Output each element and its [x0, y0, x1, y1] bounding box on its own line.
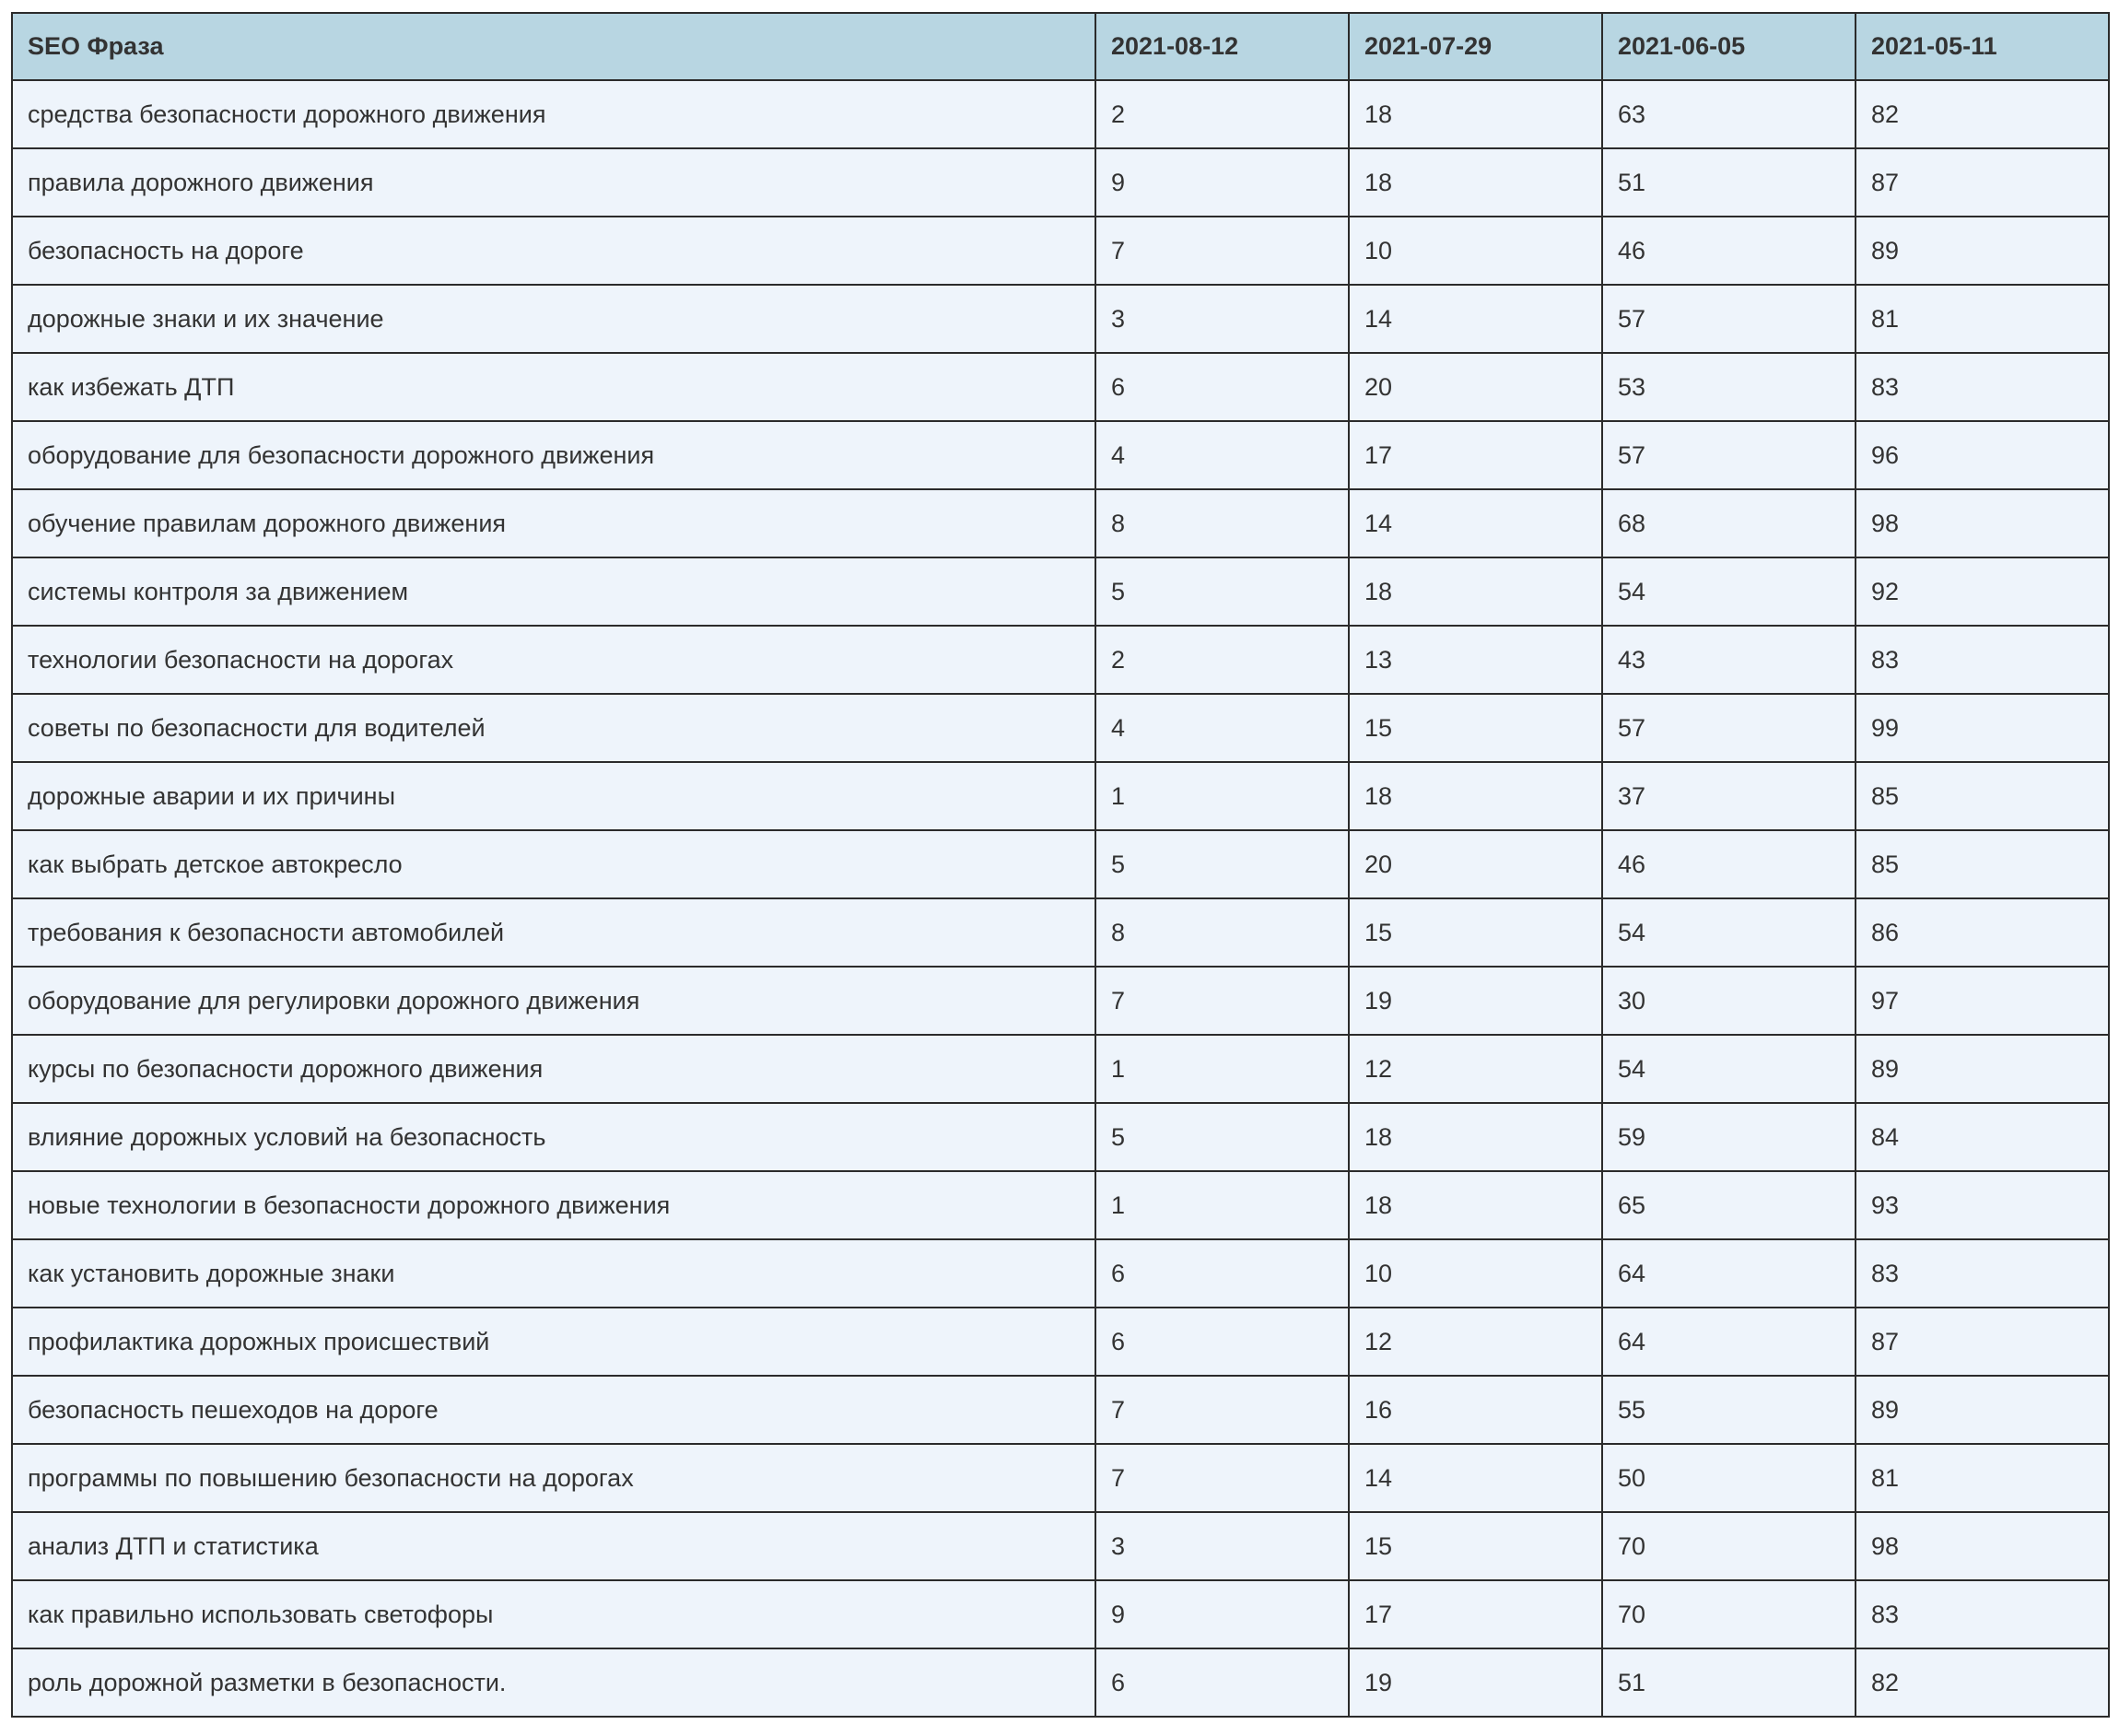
cell-date-3: 57 [1602, 285, 1856, 353]
cell-date-3: 54 [1602, 898, 1856, 967]
cell-phrase: советы по безопасности для водителей [12, 694, 1095, 762]
column-header-phrase[interactable]: SEO Фраза [12, 13, 1095, 80]
cell-date-4: 83 [1856, 1239, 2109, 1308]
cell-phrase: как избежать ДТП [12, 353, 1095, 421]
cell-date-4: 81 [1856, 1444, 2109, 1512]
cell-phrase: требования к безопасности автомобилей [12, 898, 1095, 967]
cell-phrase: роль дорожной разметки в безопасности. [12, 1648, 1095, 1717]
cell-date-2: 17 [1349, 1580, 1602, 1648]
table-row [12, 1171, 2109, 1239]
cell-date-4: 96 [1856, 421, 2109, 489]
cell-date-2: 19 [1349, 967, 1602, 1035]
cell-phrase: дорожные аварии и их причины [12, 762, 1095, 830]
cell-date-2: 15 [1349, 898, 1602, 967]
cell-phrase: дорожные знаки и их значение [12, 285, 1095, 353]
table-row [12, 1239, 2109, 1308]
cell-date-4: 83 [1856, 1580, 2109, 1648]
cell-date-1: 1 [1095, 1171, 1349, 1239]
cell-date-2: 18 [1349, 80, 1602, 148]
cell-phrase: системы контроля за движением [12, 557, 1095, 626]
cell-date-3: 46 [1602, 830, 1856, 898]
table-row [12, 1308, 2109, 1376]
cell-phrase: профилактика дорожных происшествий [12, 1308, 1095, 1376]
cell-date-1: 6 [1095, 353, 1349, 421]
table-row [12, 1444, 2109, 1512]
cell-date-3: 63 [1602, 80, 1856, 148]
cell-date-3: 59 [1602, 1103, 1856, 1171]
table-row [12, 1580, 2109, 1648]
cell-phrase: влияние дорожных условий на безопасность [12, 1103, 1095, 1171]
cell-date-4: 84 [1856, 1103, 2109, 1171]
cell-phrase: оборудование для регулировки дорожного движения [12, 967, 1095, 1035]
cell-date-4: 87 [1856, 148, 2109, 217]
cell-date-2: 20 [1349, 830, 1602, 898]
cell-date-1: 8 [1095, 898, 1349, 967]
table-row [12, 217, 2109, 285]
cell-date-2: 14 [1349, 1444, 1602, 1512]
cell-phrase: как правильно использовать светофоры [12, 1580, 1095, 1648]
cell-date-3: 50 [1602, 1444, 1856, 1512]
cell-date-3: 57 [1602, 694, 1856, 762]
column-header-date-4[interactable]: 2021-05-11 [1856, 13, 2109, 80]
cell-date-3: 64 [1602, 1308, 1856, 1376]
cell-date-2: 18 [1349, 1171, 1602, 1239]
cell-phrase: анализ ДТП и статистика [12, 1512, 1095, 1580]
seo-positions-table [11, 12, 2110, 1718]
table-header-row [12, 13, 2109, 80]
cell-date-1: 6 [1095, 1308, 1349, 1376]
cell-date-3: 51 [1602, 148, 1856, 217]
cell-date-4: 85 [1856, 830, 2109, 898]
cell-date-2: 14 [1349, 489, 1602, 557]
cell-date-4: 92 [1856, 557, 2109, 626]
cell-date-2: 18 [1349, 148, 1602, 217]
cell-date-3: 43 [1602, 626, 1856, 694]
table-row [12, 1103, 2109, 1171]
cell-date-2: 10 [1349, 217, 1602, 285]
cell-date-3: 55 [1602, 1376, 1856, 1444]
cell-date-3: 51 [1602, 1648, 1856, 1717]
column-header-date-3[interactable]: 2021-06-05 [1602, 13, 1856, 80]
cell-date-3: 65 [1602, 1171, 1856, 1239]
cell-date-2: 16 [1349, 1376, 1602, 1444]
cell-date-4: 97 [1856, 967, 2109, 1035]
table-row [12, 80, 2109, 148]
table-row [12, 898, 2109, 967]
cell-phrase: программы по повышению безопасности на дорогах [12, 1444, 1095, 1512]
cell-date-3: 64 [1602, 1239, 1856, 1308]
cell-date-1: 7 [1095, 967, 1349, 1035]
cell-date-1: 6 [1095, 1239, 1349, 1308]
table-row [12, 762, 2109, 830]
cell-date-3: 70 [1602, 1512, 1856, 1580]
cell-phrase: правила дорожного движения [12, 148, 1095, 217]
cell-date-2: 12 [1349, 1035, 1602, 1103]
cell-date-1: 5 [1095, 830, 1349, 898]
cell-date-1: 3 [1095, 285, 1349, 353]
cell-date-2: 13 [1349, 626, 1602, 694]
cell-date-4: 81 [1856, 285, 2109, 353]
cell-date-3: 68 [1602, 489, 1856, 557]
cell-date-2: 12 [1349, 1308, 1602, 1376]
cell-date-1: 3 [1095, 1512, 1349, 1580]
cell-date-4: 89 [1856, 1035, 2109, 1103]
cell-date-2: 15 [1349, 694, 1602, 762]
cell-phrase: новые технологии в безопасности дорожного движения [12, 1171, 1095, 1239]
cell-date-2: 15 [1349, 1512, 1602, 1580]
table-row [12, 830, 2109, 898]
seo-table-container [11, 12, 2108, 1718]
cell-date-3: 53 [1602, 353, 1856, 421]
cell-date-1: 9 [1095, 1580, 1349, 1648]
cell-date-3: 70 [1602, 1580, 1856, 1648]
table-row [12, 694, 2109, 762]
cell-date-1: 2 [1095, 80, 1349, 148]
cell-date-4: 89 [1856, 217, 2109, 285]
cell-date-4: 87 [1856, 1308, 2109, 1376]
cell-date-3: 54 [1602, 557, 1856, 626]
cell-date-1: 7 [1095, 217, 1349, 285]
cell-date-4: 86 [1856, 898, 2109, 967]
cell-phrase: технологии безопасности на дорогах [12, 626, 1095, 694]
cell-phrase: безопасность пешеходов на дороге [12, 1376, 1095, 1444]
cell-phrase: как выбрать детское автокресло [12, 830, 1095, 898]
cell-date-4: 83 [1856, 353, 2109, 421]
cell-date-2: 17 [1349, 421, 1602, 489]
cell-date-4: 89 [1856, 1376, 2109, 1444]
cell-date-4: 93 [1856, 1171, 2109, 1239]
cell-date-4: 82 [1856, 80, 2109, 148]
cell-date-4: 99 [1856, 694, 2109, 762]
cell-date-1: 9 [1095, 148, 1349, 217]
table-body [12, 80, 2109, 1717]
cell-date-3: 54 [1602, 1035, 1856, 1103]
cell-phrase: безопасность на дороге [12, 217, 1095, 285]
column-header-date-1[interactable]: 2021-08-12 [1095, 13, 1349, 80]
table-row [12, 626, 2109, 694]
table-row [12, 489, 2109, 557]
table-row [12, 557, 2109, 626]
cell-date-4: 82 [1856, 1648, 2109, 1717]
cell-date-4: 98 [1856, 1512, 2109, 1580]
table-row [12, 1376, 2109, 1444]
cell-phrase: как установить дорожные знаки [12, 1239, 1095, 1308]
cell-date-1: 5 [1095, 1103, 1349, 1171]
cell-phrase: средства безопасности дорожного движения [12, 80, 1095, 148]
cell-date-4: 85 [1856, 762, 2109, 830]
cell-date-1: 5 [1095, 557, 1349, 626]
column-header-date-2[interactable]: 2021-07-29 [1349, 13, 1602, 80]
cell-date-1: 2 [1095, 626, 1349, 694]
cell-date-3: 57 [1602, 421, 1856, 489]
table-row [12, 285, 2109, 353]
cell-date-4: 98 [1856, 489, 2109, 557]
cell-date-3: 37 [1602, 762, 1856, 830]
cell-date-2: 19 [1349, 1648, 1602, 1717]
cell-date-1: 7 [1095, 1376, 1349, 1444]
cell-date-2: 18 [1349, 762, 1602, 830]
cell-date-1: 4 [1095, 694, 1349, 762]
cell-date-2: 18 [1349, 1103, 1602, 1171]
cell-date-1: 1 [1095, 762, 1349, 830]
table-row [12, 353, 2109, 421]
cell-phrase: оборудование для безопасности дорожного движения [12, 421, 1095, 489]
cell-date-2: 10 [1349, 1239, 1602, 1308]
cell-date-1: 1 [1095, 1035, 1349, 1103]
cell-date-1: 7 [1095, 1444, 1349, 1512]
cell-date-2: 18 [1349, 557, 1602, 626]
cell-date-3: 30 [1602, 967, 1856, 1035]
table-row [12, 967, 2109, 1035]
table-row [12, 1035, 2109, 1103]
cell-date-3: 46 [1602, 217, 1856, 285]
table-row [12, 1648, 2109, 1717]
cell-date-1: 8 [1095, 489, 1349, 557]
table-row [12, 1512, 2109, 1580]
cell-date-1: 4 [1095, 421, 1349, 489]
table-row [12, 148, 2109, 217]
cell-phrase: обучение правилам дорожного движения [12, 489, 1095, 557]
cell-date-1: 6 [1095, 1648, 1349, 1717]
cell-date-2: 20 [1349, 353, 1602, 421]
cell-date-4: 83 [1856, 626, 2109, 694]
table-row [12, 421, 2109, 489]
cell-phrase: курсы по безопасности дорожного движения [12, 1035, 1095, 1103]
cell-date-2: 14 [1349, 285, 1602, 353]
